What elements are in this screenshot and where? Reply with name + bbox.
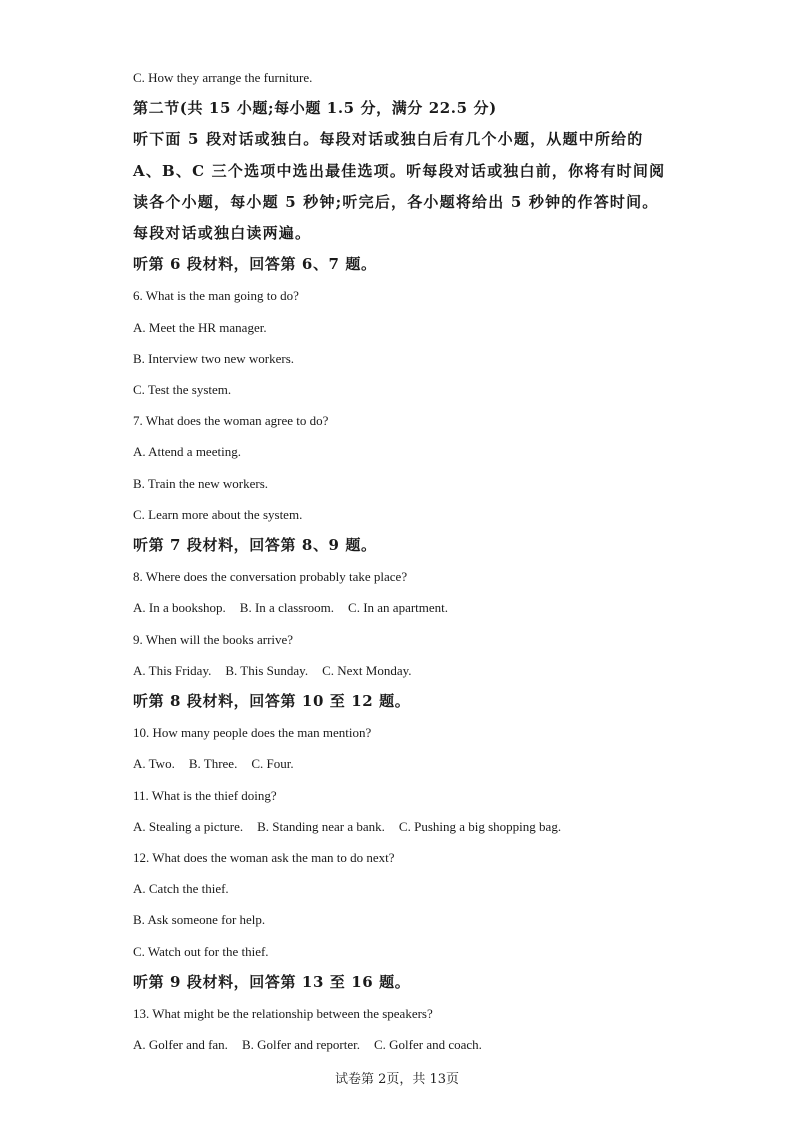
answer-option: C. Learn more about the system. <box>133 506 303 522</box>
answer-option: A. Attend a meeting. <box>133 444 241 460</box>
answer-option: C. Four. <box>251 756 294 772</box>
options-row <box>133 592 673 623</box>
answer-option: B. Golfer and reporter. <box>241 1037 360 1053</box>
answer-option: C. Next Monday. <box>322 662 412 678</box>
answer-option: A. This Friday. <box>133 662 212 678</box>
options-row <box>133 748 673 779</box>
answer-option: C. Pushing a big shopping bag. <box>398 818 562 834</box>
exam-content <box>133 62 673 1061</box>
answer-option: B. Standing near a bank. <box>257 818 385 834</box>
group-heading: 听第 7 段材料，回答第 8、9 题。 <box>133 536 377 555</box>
answer-option: A. In a bookshop. <box>133 600 226 616</box>
question-stem: 13. What might be the relationship between the speakers? <box>133 1006 433 1022</box>
answer-option: B. Train the new workers. <box>133 475 269 491</box>
answer-option: B. Three. <box>188 756 238 772</box>
answer-option: C. Golfer and coach. <box>373 1037 482 1053</box>
answer-option: A. Catch the thief. <box>133 881 229 897</box>
question-groups <box>133 249 673 1060</box>
group-heading: 听第 9 段材料，回答第 13 至 16 题。 <box>133 972 411 991</box>
question-stem: 12. What does the woman ask the man to do next? <box>133 850 395 866</box>
answer-option: A. Meet the HR manager. <box>133 319 267 335</box>
answer-option: C. Test the system. <box>133 382 232 398</box>
question-stem: 8. Where does the conversation probably take place? <box>133 569 408 585</box>
page-footer: 试卷第 2页，共 13页 <box>334 1072 460 1087</box>
question-stem: 10. How many people does the man mention? <box>133 725 372 741</box>
answer-option: A. Stealing a picture. <box>133 818 244 834</box>
answer-option: C. In an apartment. <box>348 600 449 616</box>
options-row <box>133 811 673 842</box>
answer-option: B. Interview two new workers. <box>133 350 295 366</box>
question-stem: 7. What does the woman agree to do? <box>133 413 329 429</box>
section-title: 第二节(共 15 小题;每小题 1.5 分，满分 22.5 分) <box>133 99 497 118</box>
answer-option: B. This Sunday. <box>225 662 309 678</box>
options-row <box>133 655 673 686</box>
answer-option: A. Golfer and fan. <box>133 1037 228 1053</box>
question-stem: 11. What is the thief doing? <box>133 787 277 803</box>
question-stem: 9. When will the books arrive? <box>133 631 294 647</box>
answer-option: C. Watch out for the thief. <box>133 943 269 959</box>
section-instructions: 听下面 5 段对话或独白。每段对话或独白后有几个小题，从题中所给的 A、B、C 三个选项中选出最佳选项。听每段对话或独白前，你将有时间阅读各个小题，每小题 5 秒钟;听完后，各小题将给出 5 秒钟的作答时间。每段对话或独白读两遍。 <box>133 130 666 243</box>
previous-question-option: C. How they arrange the furniture. <box>133 70 313 85</box>
group-heading: 听第 8 段材料，回答第 10 至 12 题。 <box>133 692 411 711</box>
group-heading: 听第 6 段材料，回答第 6、7 题。 <box>133 255 377 274</box>
answer-option: B. Ask someone for help. <box>133 912 266 928</box>
answer-option: A. Two. <box>133 756 175 772</box>
question-stem: 6. What is the man going to do? <box>133 288 299 304</box>
answer-option: B. In a classroom. <box>239 600 335 616</box>
options-row <box>133 1029 673 1060</box>
